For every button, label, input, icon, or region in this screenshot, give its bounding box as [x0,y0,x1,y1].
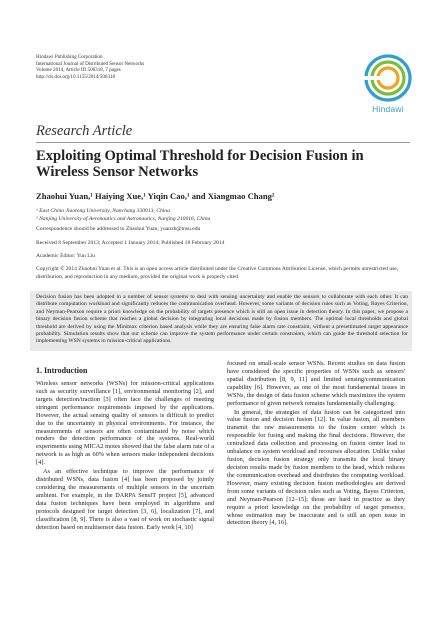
volume-info: Volume 2014, Article ID 506318, 7 pages [36,67,121,74]
paragraph: As an effective technique to improve the performance of distributed WSNs, data fusion [4] has been proposed by jointly considering the measurements of multiple sensors in the uncertain ambient. For example, in the DARPA SensIT project [5], advanced data fusion techniques have been employed in algorithms and protocols designed for target detection [3, 6], localization [7], and classification [8, 9]. There is also a vast of work on stochastic signal detection based on multisensor data fusion. Early work [4, 10] [36,468,214,531]
paragraph: focused on small-scale sensor WSNs. Recent studies on data fusion have considered the specific properties of WSNs such as sensors' spatial distribution [8, 9, 11] and limited sensing/communication capability [6]. However, as one of the most fundamental issues in WSNs, the design of data fusion scheme which maximizes the system performance of given network remains fundamentally challenging. [227,360,405,407]
page-title [36,148,406,180]
dates: Received 8 September 2013; Accepted 1 January 2014; Published 18 February 2014 [36,240,225,246]
abstract-text: Decision fusion has been adopted in a number of sensor systems to deal with sensing uncertainty and enable the sensors to collaborate with each other. It can distribute computation workload and significantly reduces the communication overhead. However, some variants of decision rules such as Voting, Bayes Criterion, and Neyman-Pearson require a priori knowledge on the probability of targets presence which is still an open issue in detection theory. In this paper, we propose a binary decision fusion scheme that reaches a global decision by integrating local decisions made by fusion members. The optimal local thresholds and global threshold are derived by using the Minimax criterion based analysis while they are ensuring false alarm rate constraint, without a presettimated target appearance probability. Simulation results show that our scheme can improve the system performance under certain constraints, which can guide the threshold selection for implementing WSN systems in mission-critical applications. [36,294,408,345]
correspondence: Correspondence should be addressed to Zhaohui Yuan; yuanzh@msu.edu [36,226,201,232]
journal-name: International Journal of Distributed Sensor Networks [36,60,145,67]
paragraph: Wireless sensor networks (WSNs) for mission-critical applications such as security surveillance [1], environmental monitoring [2], and targets detection/traction [3] often face the challenges of meeting stringent performance requirements imposed by the applications. However, the actual sensing quality of sensors is difficult to predict due to the uncertainty in physical environments. For instance, the measurements of sensors are often contaminated by noise which renders the detection performance of the systems. Real-world experiments using MICA2 motes showed that the false alarm rate of a network is as high as 60% when sensors make independent decisions [4]. [36,380,214,467]
article-type: Research Article [36,123,133,139]
academic-editor: Academic Editor: Yun Liu [36,253,95,259]
title-line-2: Wireless Sensor Networks [36,164,199,180]
section-heading-introduction: 1. Introduction [36,366,88,375]
publisher-name: Hindawi Publishing Corporation [36,54,103,60]
right-column [227,360,405,527]
title-divider [36,142,410,143]
publication-info [36,54,144,80]
affiliations [36,208,210,223]
paragraph: In general, the strategies of data fusion can be categorized into value fusion and decision fusion [12]. In value fusion, all members transmit the raw measurements to the fusion center which is responsible for fusing and making the final decisions. However, the centralized data collection and processing on fusion center lead to unbalance on system workload and recourses allocation. Unlike value fusion, decision fusion strategy only transmits the local binary decision results made by fusion members to the head, which reduces the communication overhead and distributes the computing workload. However, many existing decision fusion methodologies are derived from some variants of decision rules such as Voting, Bayes Criterion, and Neyman-Pearson [12–15]; those are hard in practice as they require a priori knowledge on the probability of target presence, whose estimation may be inaccurate and is still an open issue in detection theory [4, 16]. [227,408,405,527]
left-column [36,380,214,532]
affiliation-2: ² Nanjing University of Aeronautics and Astronautics, Nanjing 210016, China [36,215,211,222]
affiliation-1: ¹ East China Jiaotong University, Nanchang 330013, China [36,208,170,214]
copyright-notice: Copyright © 2014 Zhaohui Yuan et al. This is an open access article distributed under the Creative Commons Attribution License, which permits unrestricted use, distribution, and reproduction in any medium, provided the original work is properly cited. [36,266,399,280]
authors: Zhaohui Yuan,¹ Haiying Xue,¹ Yiqin Cao,¹ and Xiangmao Chang² [36,191,275,201]
doi-link[interactable]: http://dx.doi.org/10.1155/2014/506318 [36,73,116,80]
hindawi-logo-text: Hindawi [372,104,404,114]
title-line-1: Exploiting Optimal Threshold for Decision Fusion in [36,148,364,164]
hindawi-logo-icon [362,52,414,104]
